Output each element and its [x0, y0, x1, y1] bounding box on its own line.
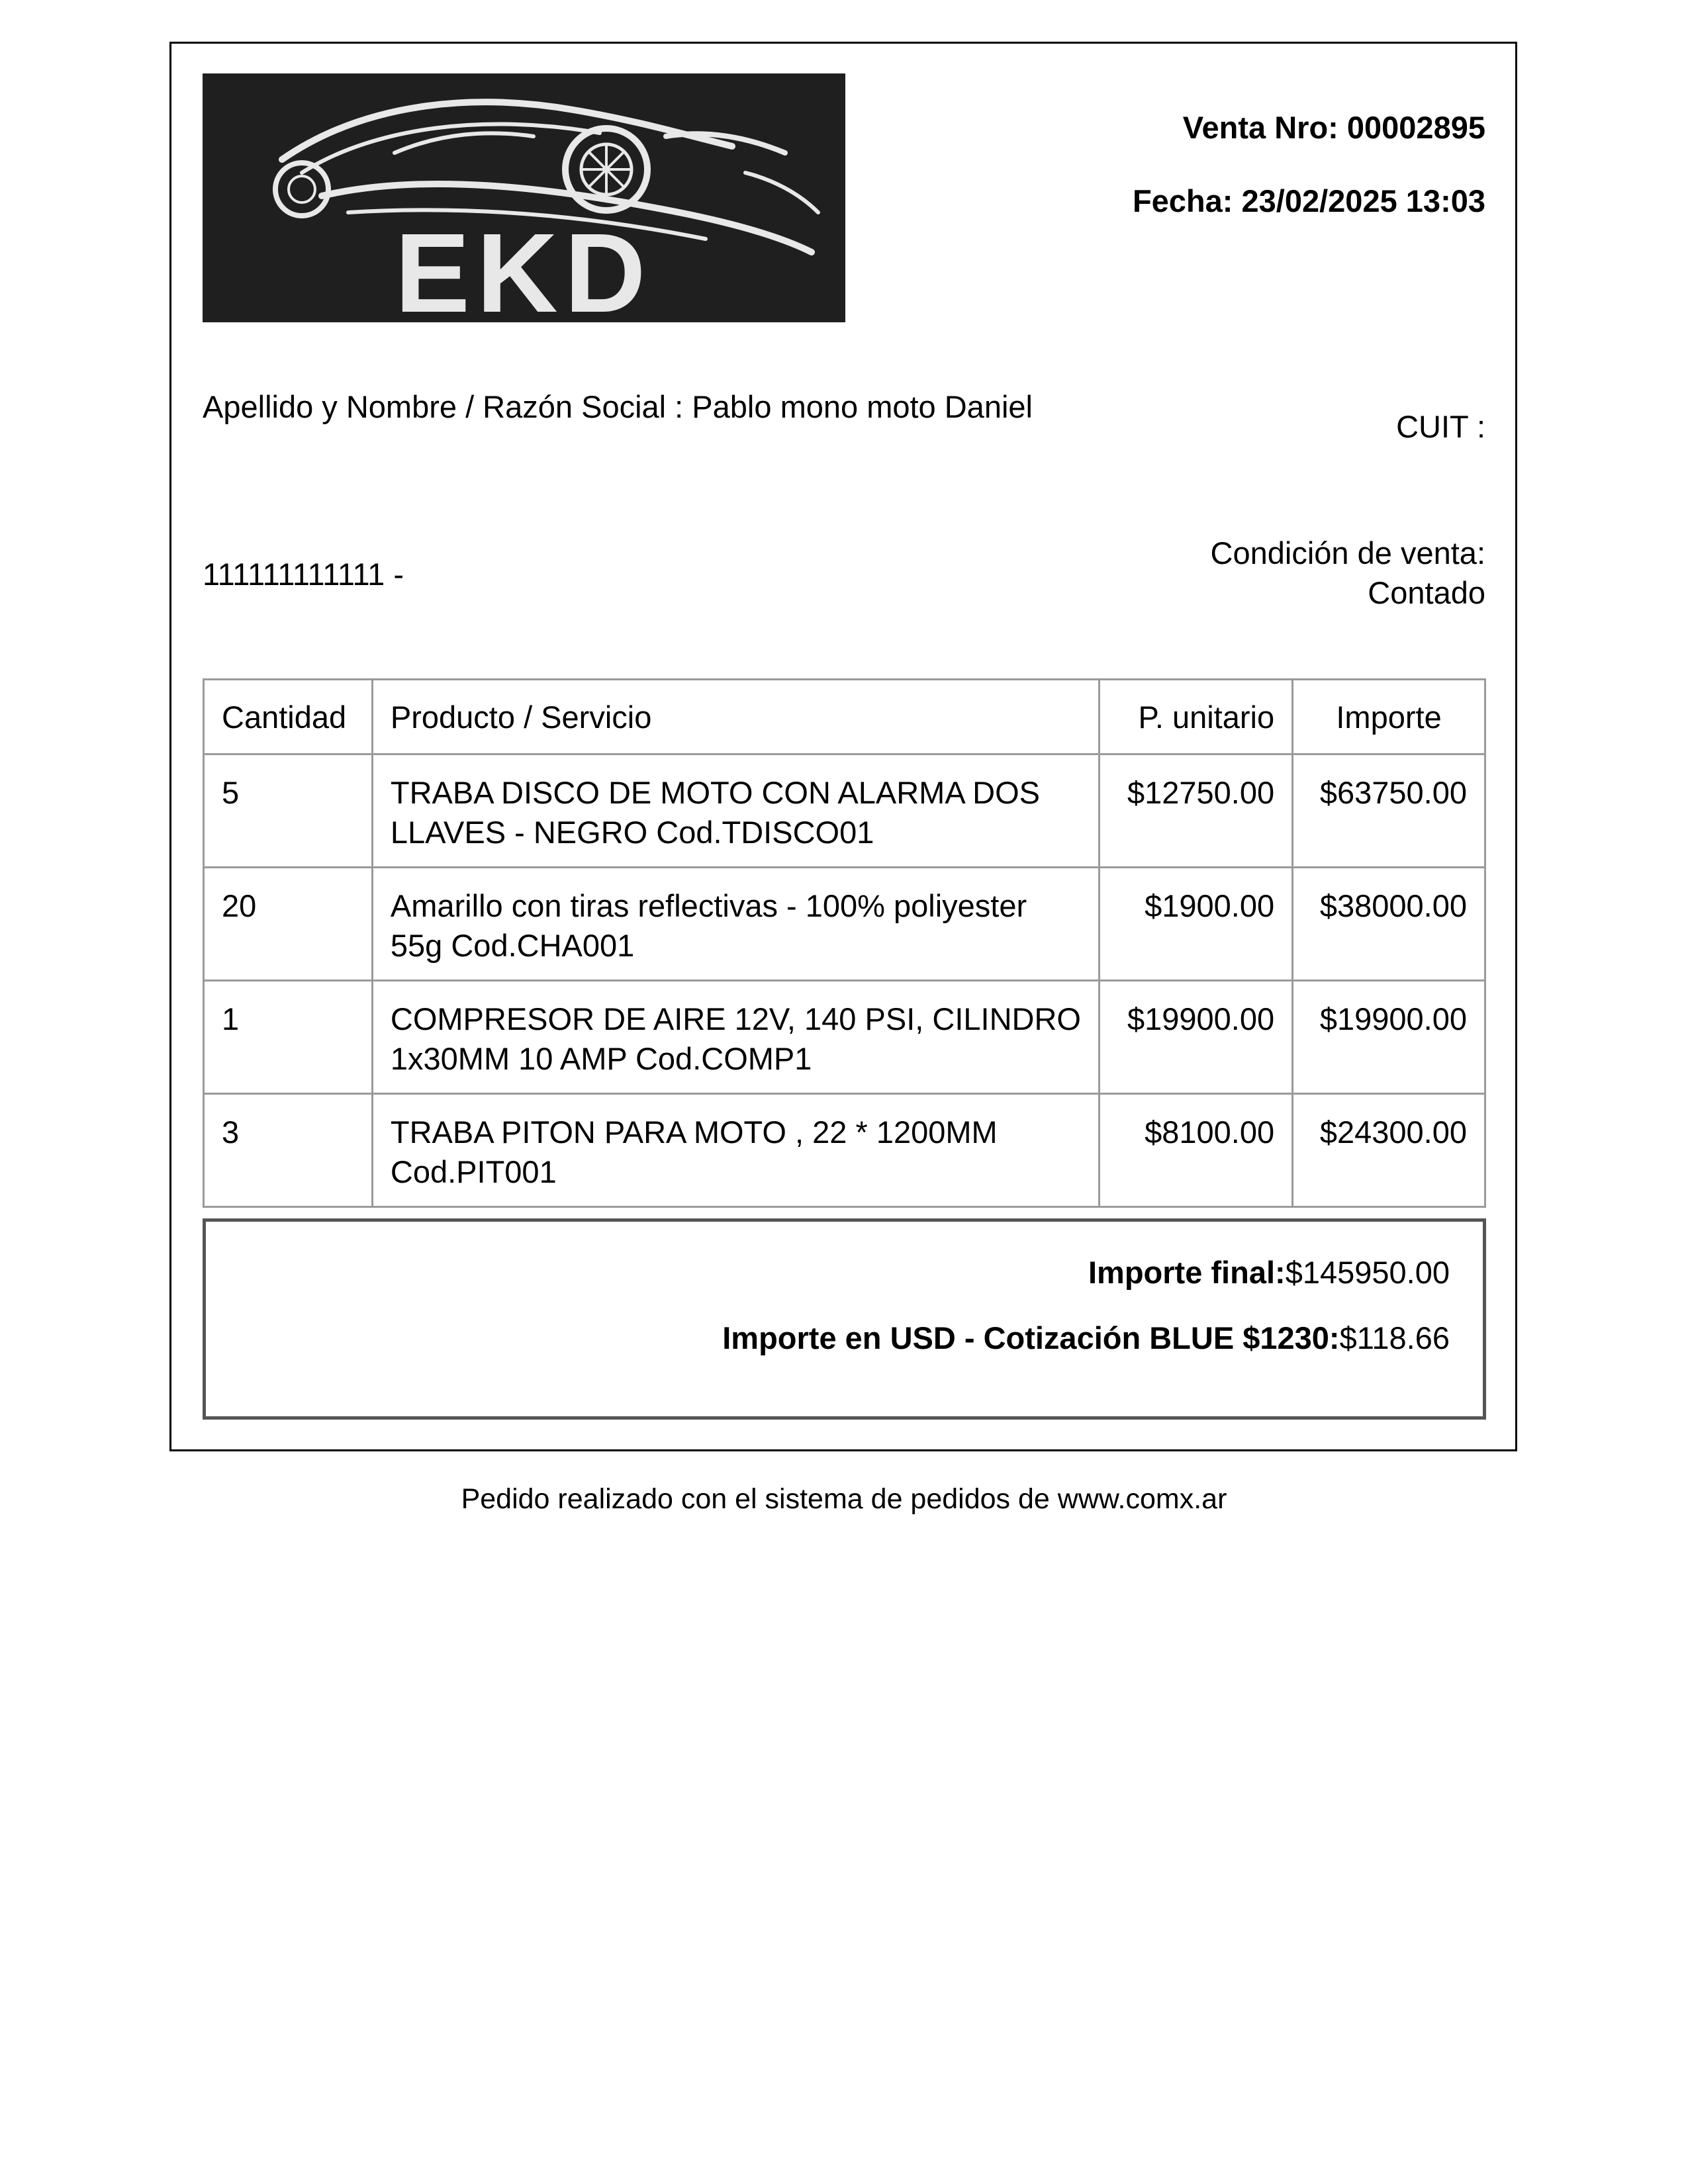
cell-unitario: $12750.00: [1100, 754, 1293, 868]
cuit-label: CUIT :: [1396, 409, 1485, 444]
venta-number: 00002895: [1346, 110, 1485, 145]
importe-final-value: $145950.00: [1285, 1255, 1450, 1290]
cell-producto: TRABA PITON PARA MOTO , 22 * 1200MM Cod.PIT001: [372, 1094, 1099, 1207]
table-row: [204, 981, 1485, 1094]
cell-producto: Amarillo con tiras reflectivas - 100% poliyester 55g Cod.CHA001: [372, 868, 1099, 981]
footer-note: Pedido realizado con el sistema de pedidos de www.comx.ar: [461, 1483, 1227, 1515]
condicion-venta: [1211, 533, 1485, 613]
svg-text:EKD: EKD: [395, 210, 653, 322]
cell-cantidad: 5: [204, 754, 373, 868]
importe-final-label: Importe final:: [1088, 1255, 1286, 1290]
cell-unitario: $19900.00: [1100, 981, 1293, 1094]
header-cantidad: Cantidad: [204, 680, 373, 754]
importe-usd-value: $118.66: [1339, 1320, 1450, 1355]
header-importe: Importe: [1293, 680, 1485, 754]
importe-usd-label: Importe en USD - Cotización BLUE $1230:: [722, 1320, 1340, 1355]
client-name-line: [203, 387, 1063, 427]
table-row: [204, 868, 1485, 981]
cell-cantidad: 20: [204, 868, 373, 981]
totals-box: [203, 1218, 1486, 1420]
cell-importe: $24300.00: [1293, 1094, 1485, 1207]
company-logo: [203, 73, 845, 322]
fecha-label: Fecha:: [1132, 183, 1233, 218]
client-name-value: Pablo mono moto Daniel: [692, 389, 1033, 424]
client-document-id: 111111111111 -: [203, 557, 404, 592]
table-row: [204, 754, 1485, 868]
condicion-label: Condición de venta:: [1210, 535, 1485, 570]
cell-unitario: $1900.00: [1100, 868, 1293, 981]
venta-label: Venta Nro:: [1182, 110, 1338, 145]
condicion-value: Contado: [1368, 575, 1485, 610]
header-producto: Producto / Servicio: [372, 680, 1099, 754]
table-header-row: [204, 680, 1485, 754]
cell-importe: $19900.00: [1293, 981, 1485, 1094]
header-unitario: P. unitario: [1100, 680, 1293, 754]
cell-cantidad: 3: [204, 1094, 373, 1207]
table-row: [204, 1094, 1485, 1207]
items-table: [203, 678, 1486, 1208]
cell-importe: $63750.00: [1293, 754, 1485, 868]
sports-car-icon: [203, 73, 845, 322]
fecha-line: [1133, 181, 1485, 221]
client-name-label: Apellido y Nombre / Razón Social :: [203, 389, 684, 424]
importe-usd-line: [722, 1318, 1450, 1358]
importe-final-line: [1088, 1253, 1450, 1293]
fecha-value: 23/02/2025 13:03: [1241, 183, 1485, 218]
cell-producto: TRABA DISCO DE MOTO CON ALARMA DOS LLAVES - NEGRO Cod.TDISCO01: [372, 754, 1099, 868]
cell-unitario: $8100.00: [1100, 1094, 1293, 1207]
cell-importe: $38000.00: [1293, 868, 1485, 981]
venta-number-line: [1183, 108, 1485, 148]
cell-cantidad: 1: [204, 981, 373, 1094]
cell-producto: COMPRESOR DE AIRE 12V, 140 PSI, CILINDRO 1x30MM 10 AMP Cod.COMP1: [372, 981, 1099, 1094]
